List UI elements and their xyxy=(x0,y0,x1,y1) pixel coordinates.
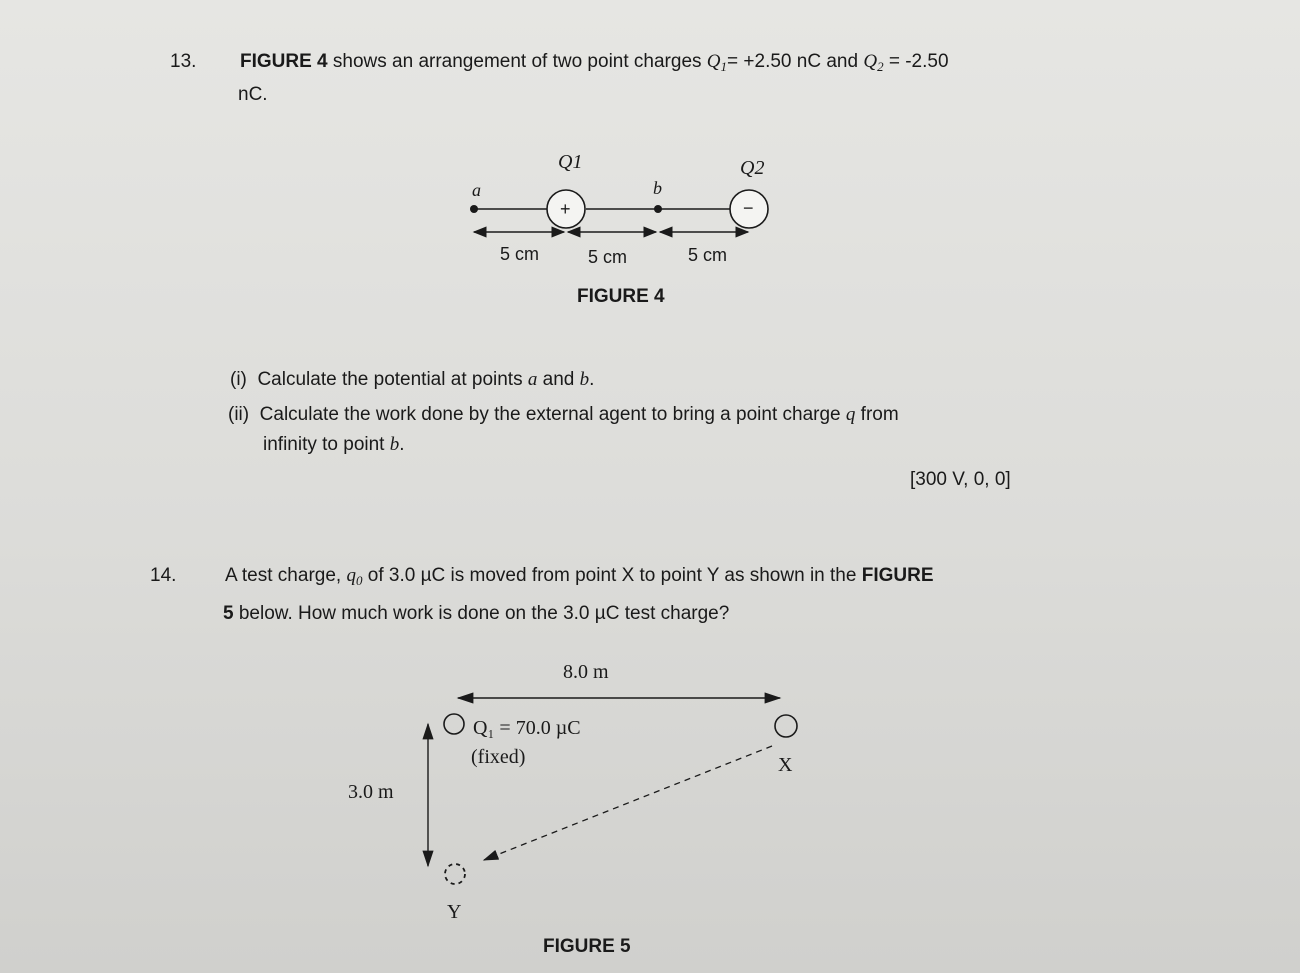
q13-part-ii-from: from xyxy=(860,404,899,425)
q14-line2-text: below. How much work is done on the 3.0 µC test charge? xyxy=(238,603,730,624)
q13-part-ii-b: b xyxy=(389,434,400,455)
q14-q0-symbol: q xyxy=(346,565,356,586)
q14-text-1: A test charge, xyxy=(225,565,342,586)
q13-part-i-b: b xyxy=(579,369,590,390)
q13-part-i-a: a xyxy=(527,369,538,390)
q13-intro-text: shows an arrangement of two point charges xyxy=(332,51,702,72)
q13-number: 13. xyxy=(170,51,197,72)
q14-text-2: of 3.0 µC is moved from point X to point Y as shown in the xyxy=(367,565,857,586)
fig5-y-circle xyxy=(445,864,465,884)
q13-part-i-and: and xyxy=(542,369,575,390)
q14-figure-num: 5 xyxy=(223,603,234,624)
fig5-width-label: 8.0 m xyxy=(563,661,609,683)
q13-part-i-end: . xyxy=(589,369,595,390)
q13-and: and xyxy=(826,51,859,72)
fig5-height-label: 3.0 m xyxy=(348,781,394,803)
fig4-plus-sign: + xyxy=(560,199,571,219)
q14-q0-sub: 0 xyxy=(355,573,363,588)
fig4-dist-label-3: 5 cm xyxy=(688,245,728,265)
fig4-point-b-label: b xyxy=(653,178,662,198)
fig5-point-y-label: Y xyxy=(447,901,462,923)
fig5-q1-label: Q₁ = 70.0 µC xyxy=(473,717,581,739)
fig4-point-a-label: a xyxy=(472,180,481,200)
fig5-point-x-label: X xyxy=(778,754,793,776)
q13-q1-symbol: Q xyxy=(706,51,721,72)
q13-part-i-number: (i) xyxy=(230,369,247,390)
fig4-caption: FIGURE 4 xyxy=(577,286,665,307)
q13-part-ii-q: q xyxy=(845,404,856,425)
fig5-caption: FIGURE 5 xyxy=(543,936,631,957)
q13-part-ii-line2-text: infinity to point xyxy=(263,434,385,455)
fig5-q1-circle xyxy=(444,714,464,734)
fig4-dist-label-1: 5 cm xyxy=(500,244,540,264)
fig4-dist-label-2: 5 cm xyxy=(588,247,628,267)
q13-part-i-text: Calculate the potential at points xyxy=(257,369,523,390)
q13-part-ii-text: Calculate the work done by the external agent to bring a point charge xyxy=(259,404,841,425)
q13-q1-value: = +2.50 nC xyxy=(727,51,822,72)
fig4-minus-sign: − xyxy=(743,198,754,218)
fig5-path-x-to-y xyxy=(484,746,772,860)
fig4-q1-label: Q1 xyxy=(558,151,583,173)
q13-unit-wrap: nC. xyxy=(238,84,268,105)
q13-answer: [300 V, 0, 0] xyxy=(910,469,1011,490)
fig5-x-circle xyxy=(775,715,797,737)
q14-number: 14. xyxy=(150,565,177,586)
q13-figure-ref: FIGURE 4 xyxy=(240,51,328,72)
q13-q2-symbol: Q xyxy=(863,51,878,72)
q14-figure-ref: FIGURE xyxy=(861,565,934,586)
q13-q2-sub: 2 xyxy=(877,59,884,74)
fig5-fixed-label: (fixed) xyxy=(471,746,526,768)
q13-q1-sub: 1 xyxy=(720,59,728,74)
q13-part-ii-end: . xyxy=(399,434,405,455)
fig4-q2-label: Q2 xyxy=(740,157,765,179)
q13-q2-value: = -2.50 xyxy=(888,51,949,72)
q13-part-ii-number: (ii) xyxy=(228,404,250,425)
